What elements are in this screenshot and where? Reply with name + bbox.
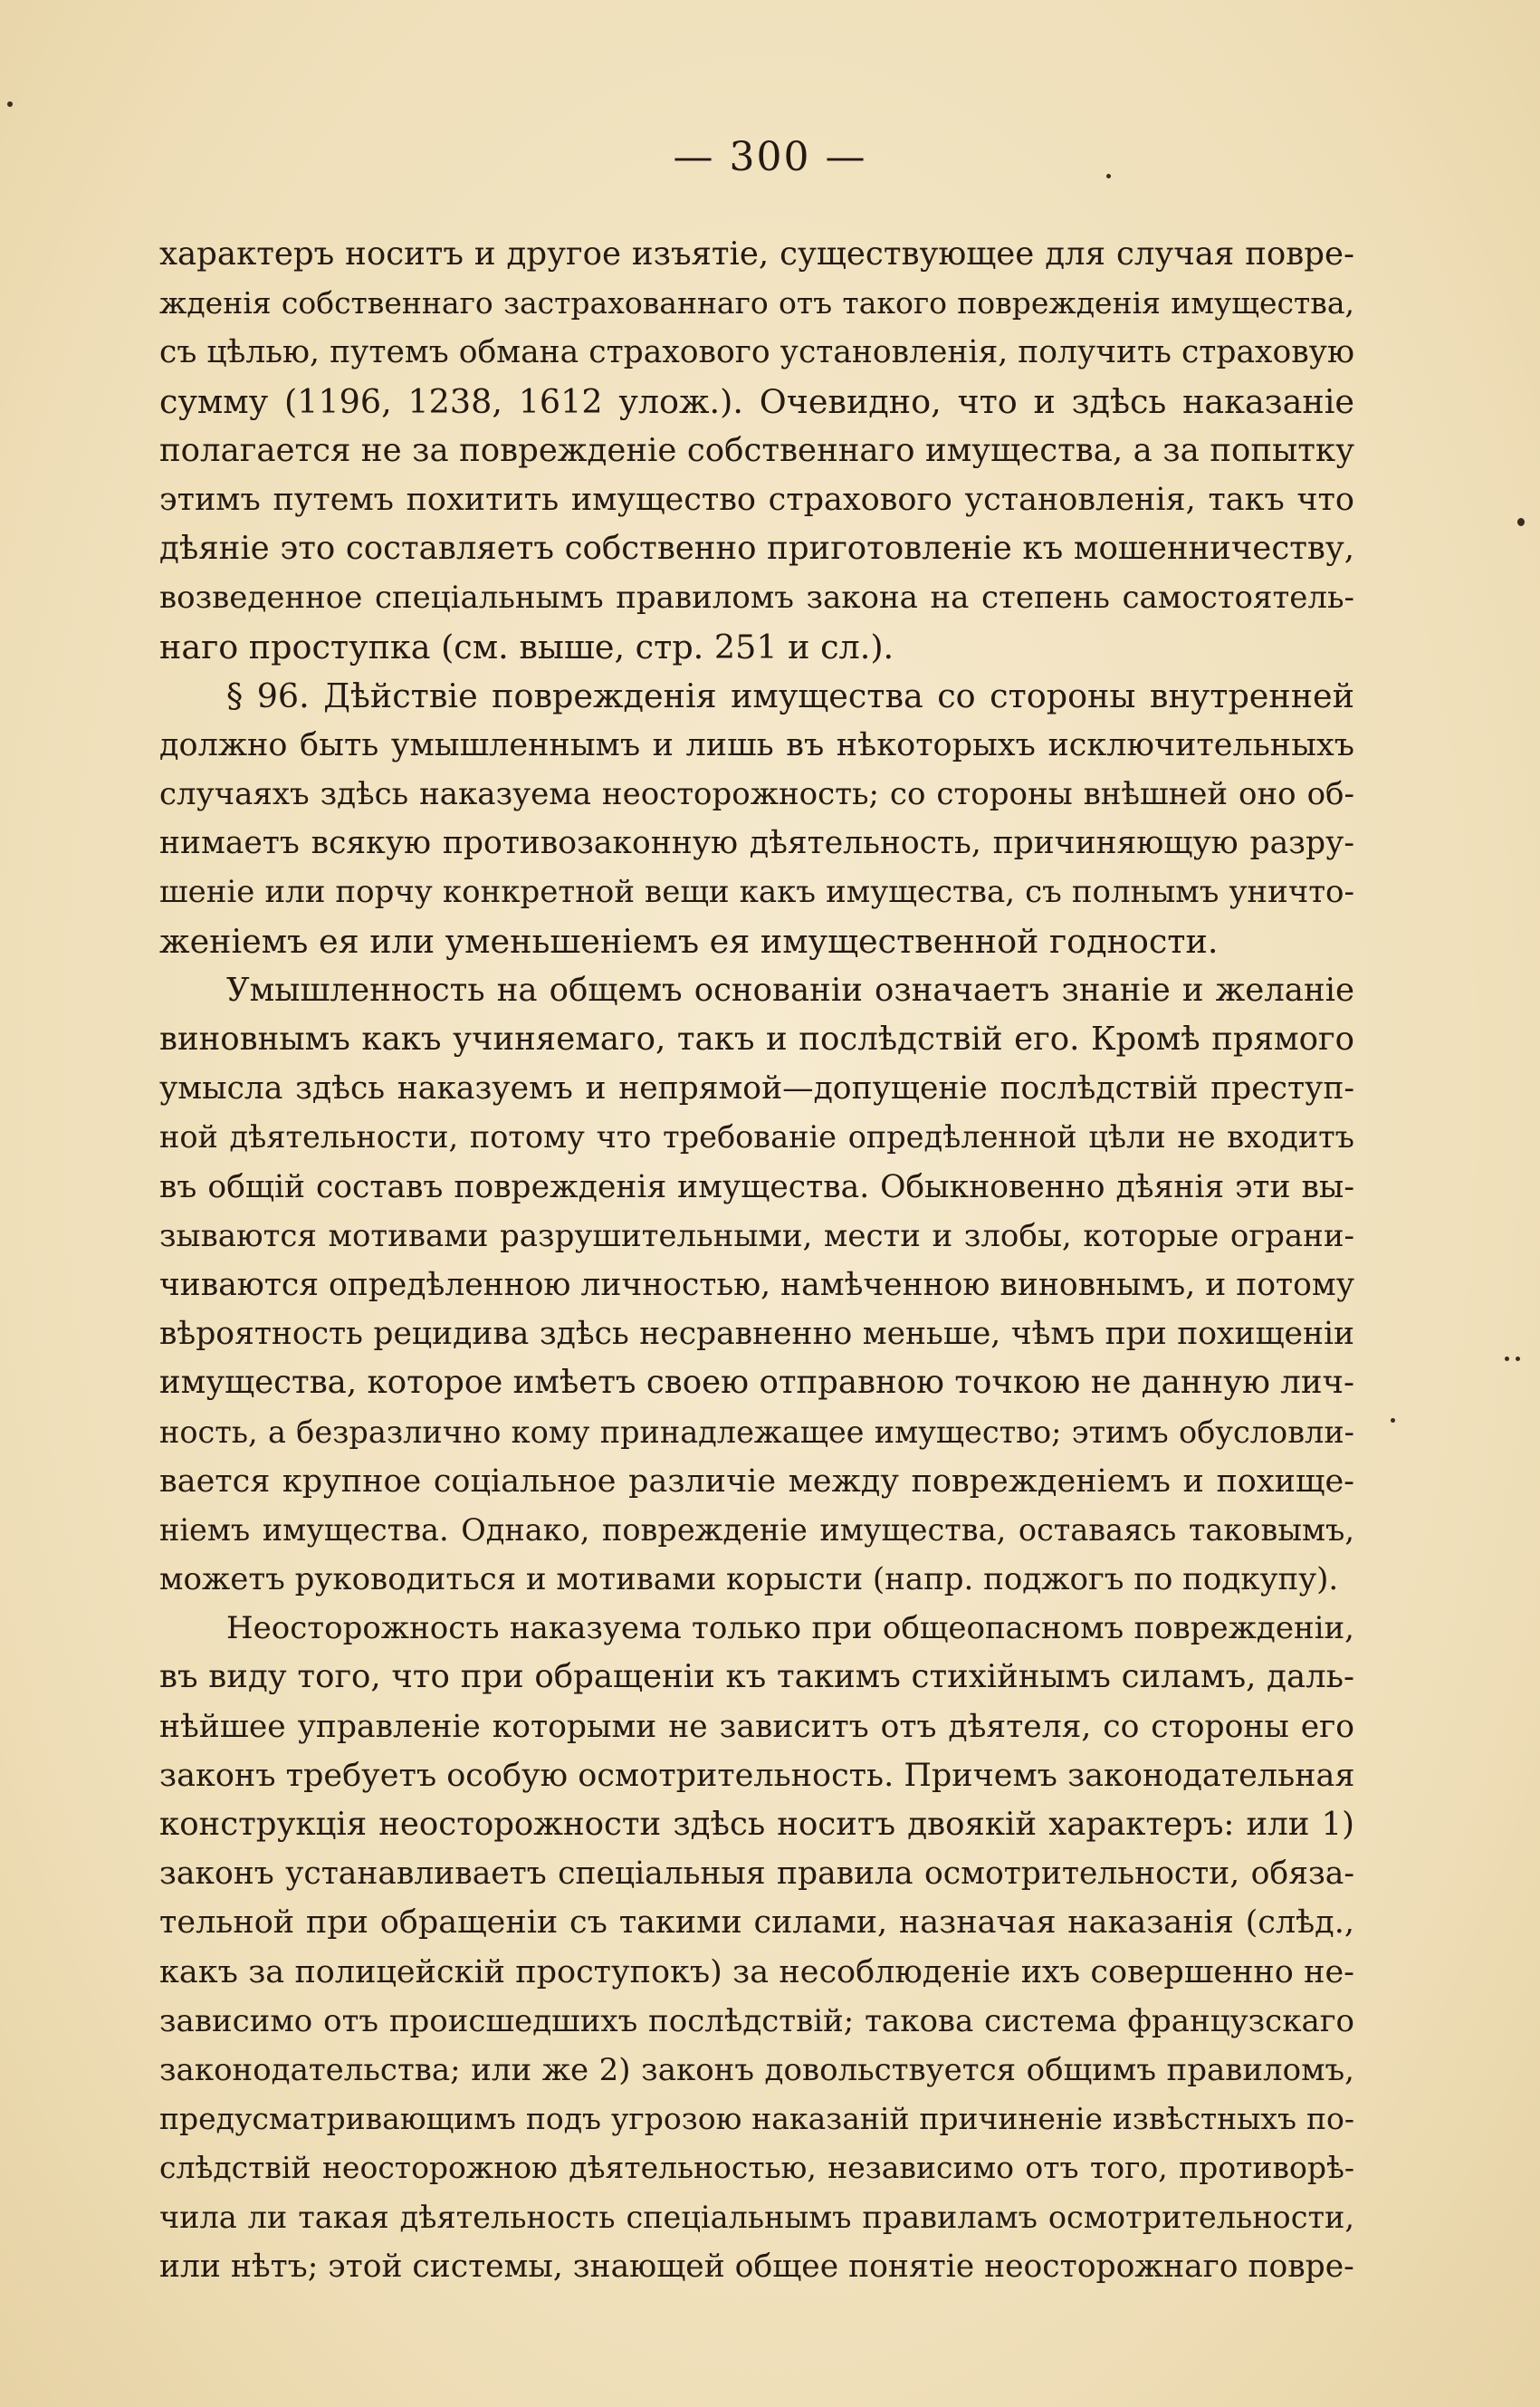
text-line: имущества, которое имѣетъ своею отправною точкою не данную лич- [159, 1364, 1354, 1402]
page-body [159, 230, 1354, 2291]
text-line: полагается не за поврежденіе собственнаго имущества, а за попытку [159, 431, 1354, 469]
text-line: женіемъ ея или уменьшеніемъ ея имущественной годности. [159, 921, 1219, 961]
text-line: шеніе или порчу конкретной вещи какъ имущества, съ полнымъ уничто- [159, 874, 1354, 911]
text-line: дѣяніе это составляетъ собственно приготовленіе къ мошенничеству, [159, 530, 1354, 568]
text-line: Умышленность на общемъ основаніи означаетъ знаніе и желаніе [226, 971, 1354, 1009]
text-line: ность, а безразлично кому принадлежащее имущество; этимъ обусловли- [159, 1414, 1354, 1450]
text-line: ніемъ имущества. Однако, поврежденіе имущества, оставаясь таковымъ, [159, 1511, 1354, 1548]
text-line: характеръ носитъ и другое изъятіе, существующее для случая повре- [159, 235, 1354, 273]
text-line: случаяхъ здѣсь наказуема неосторожность; со стороны внѣшней оно об- [159, 776, 1354, 813]
text-line: вѣроятность рецидива здѣсь несравненно меньше, чѣмъ при похищеніи [159, 1316, 1354, 1353]
text-line: нѣйшее управленіе которыми не зависитъ отъ дѣятеля, со стороны его [159, 1708, 1354, 1745]
text-line: § 96. Дѣйствіе поврежденія имущества со стороны внутренней [226, 676, 1354, 715]
text-line: ной дѣятельности, потому что требованіе опредѣленной цѣли не входитъ [159, 1119, 1354, 1156]
text-line: или нѣтъ; этой системы, знающей общее понятіе неосторожнаго повре- [159, 2248, 1354, 2285]
text-line: съ цѣлью, путемъ обмана страхового установленія, получить страховую [159, 334, 1354, 371]
text-line: сумму (1196, 1238, 1612 улож.). Очевидно, что и здѣсь наказаніе [159, 381, 1354, 421]
text-line: тельной при обращеніи съ такими силами, назначая наказанія (слѣд., [159, 1904, 1354, 1942]
text-line: виновнымъ какъ учиняемаго, такъ и послѣдствій его. Кромѣ прямого [159, 1021, 1354, 1058]
paragraph [159, 966, 1354, 1604]
text-line: въ общій составъ поврежденія имущества. Обыкновенно дѣянія эти вы- [159, 1168, 1354, 1205]
paragraph [159, 672, 1354, 966]
text-line: законъ устанавливаетъ спеціальныя правила осмотрительности, обяза- [159, 1856, 1354, 1893]
paragraph [159, 1604, 1354, 2291]
text-line: нимаетъ всякую противозаконную дѣятельность, причиняющую разру- [159, 825, 1354, 862]
text-line: законодательства; или же 2) законъ довольствуется общимъ правиломъ, [159, 2051, 1354, 2088]
text-line: слѣдствій неосторожною дѣятельностью, независимо отъ того, противорѣ- [159, 2150, 1354, 2186]
page-number: — 300 — [673, 134, 867, 180]
text-line: Неосторожность наказуема только при общеопасномъ поврежденіи, [226, 1610, 1354, 1647]
text-line: этимъ путемъ похитить имущество страхового установленія, такъ что [159, 481, 1354, 518]
text-line: предусматривающимъ подъ угрозою наказаній причиненіе извѣстныхъ по- [159, 2101, 1354, 2137]
text-line: вается крупное соціальное различіе между поврежденіемъ и похище- [159, 1462, 1354, 1500]
text-line: конструкція неосторожности здѣсь носитъ двоякій характеръ: или 1) [159, 1806, 1354, 1843]
text-line: возведенное спеціальнымъ правиломъ закона на степень самостоятель- [159, 580, 1354, 617]
text-line: законъ требуетъ особую осмотрительность. Причемъ законодательная [159, 1757, 1354, 1794]
paragraph [159, 230, 1354, 672]
text-line: чиваются опредѣленною личностью, намѣченною виновнымъ, и потому [159, 1266, 1354, 1303]
text-line: какъ за полицейскій проступокъ) за несоблюденіе ихъ совершенно не- [159, 1953, 1354, 1990]
text-line: въ виду того, что при обращеніи къ такимъ стихійнымъ силамъ, даль- [159, 1658, 1354, 1696]
text-line: наго проступка (см. выше, стр. 251 и сл.). [159, 627, 894, 666]
text-line: чила ли такая дѣятельность спеціальнымъ правиламъ осмотрительности, [159, 2199, 1354, 2235]
text-line: жденія собственнаго застрахованнаго отъ такого поврежденія имущества, [159, 285, 1354, 321]
text-line: можетъ руководиться и мотивами корысти (напр. поджогъ по подкупу). [159, 1561, 1339, 1598]
text-line: зависимо отъ происшедшихъ послѣдствій; такова система французскаго [159, 2002, 1354, 2039]
text-line: должно быть умышленнымъ и лишь въ нѣкоторыхъ исключительныхъ [159, 726, 1354, 763]
text-line: умысла здѣсь наказуемъ и непрямой—допущеніе послѣдствій преступ- [159, 1070, 1354, 1108]
text-line: зываются мотивами разрушительными, мести и злобы, которые ограни- [159, 1217, 1354, 1254]
